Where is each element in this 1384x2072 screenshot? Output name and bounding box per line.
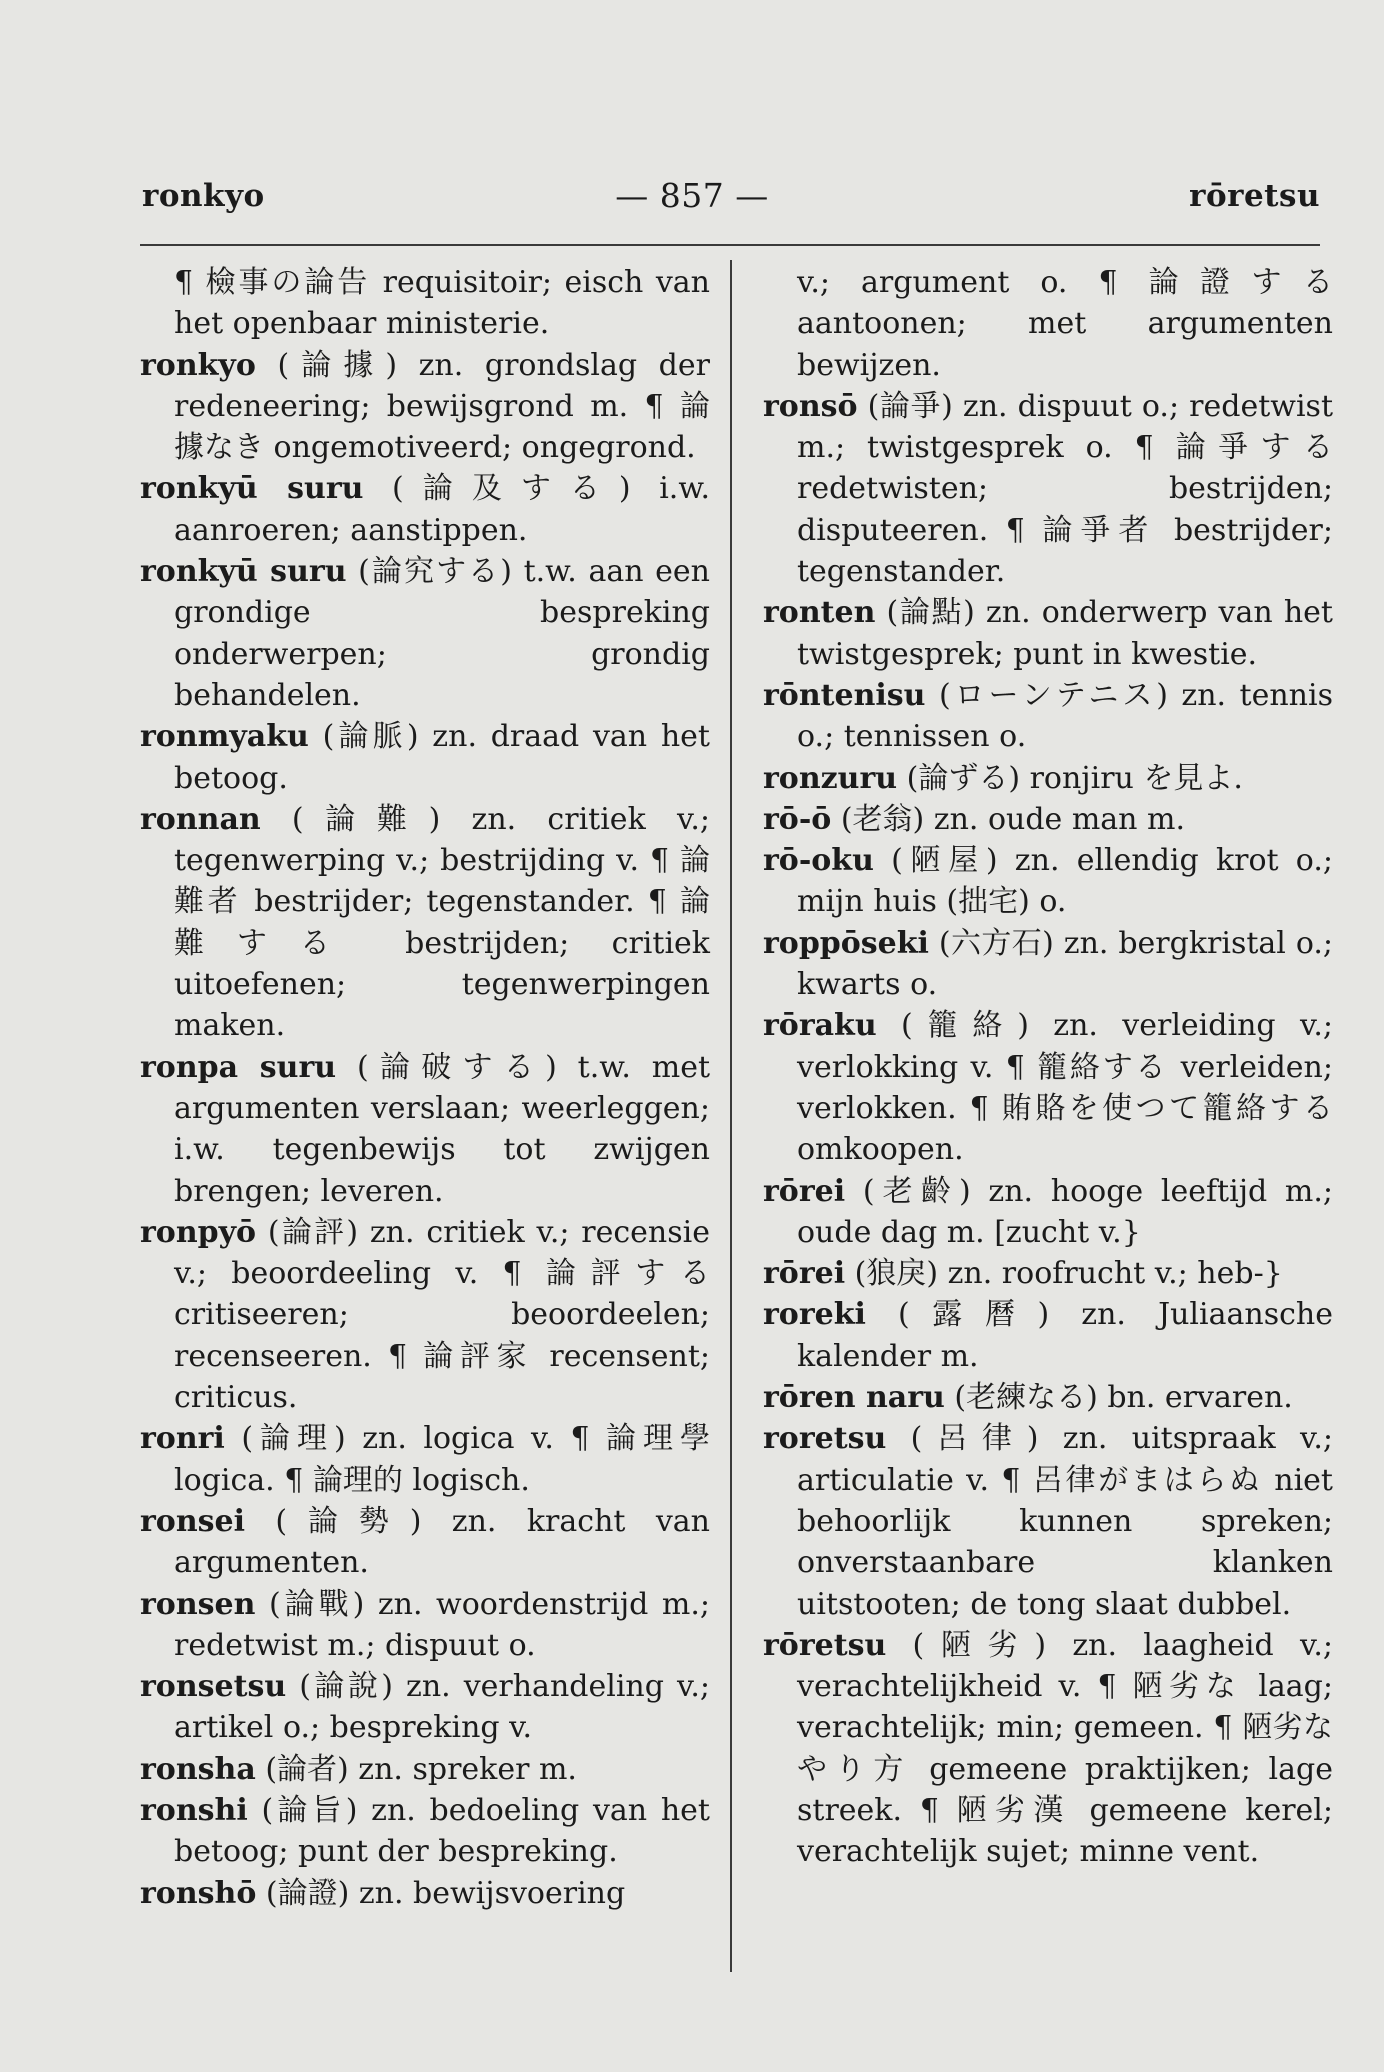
entry-definition: (論及する) i.w. aanroeren; aanstippen.: [174, 471, 710, 548]
entry-headword: rōntenisu: [763, 677, 926, 713]
entry-definition: (論據) zn. grondslag der redeneering; bewijsgrond m. ¶ 論據なき ongemotiveerd; ongegrond.: [174, 347, 710, 466]
entry-headword: rō-oku: [763, 843, 874, 879]
entry-headword: ronmyaku: [140, 719, 309, 755]
dictionary-entry: [140, 1501, 710, 1584]
entry-definition: (老練なる) bn. ervaren.: [954, 1380, 1293, 1416]
entry-headword: ronri: [140, 1421, 225, 1457]
entry-headword: rōretsu: [763, 1627, 887, 1663]
entry-headword: rō-ō: [763, 801, 832, 837]
entry-definition: (論證) zn. bewijsvoering: [265, 1875, 626, 1911]
entry-definition: (老齡) zn. hooge leeftijd m.; oude dag m. [zucht v.}: [797, 1173, 1333, 1250]
dictionary-entry: [140, 262, 710, 345]
dictionary-entry: [763, 840, 1333, 923]
dictionary-entry: [140, 716, 710, 799]
entry-definition: (狼戾) zn. roofrucht v.; heb-}: [854, 1256, 1283, 1292]
entry-headword: ronshō: [140, 1875, 257, 1911]
entry-headword: ronzuru: [763, 760, 898, 796]
entry-definition: (露曆) zn. Juliaansche kalender m.: [797, 1297, 1333, 1374]
entry-headword: rōrei: [763, 1256, 846, 1292]
entry-headword: ronsetsu: [140, 1669, 287, 1705]
entry-headword: ronsha: [140, 1751, 256, 1787]
dictionary-entry: [763, 758, 1333, 799]
dictionary-entry: [763, 592, 1333, 675]
entry-headword: ronsei: [140, 1503, 245, 1539]
entry-headword: roreki: [763, 1297, 866, 1333]
left-guide-word: ronkyo: [142, 178, 265, 214]
entry-headword: rōrei: [763, 1173, 846, 1209]
entry-definition: v.; argument o. ¶ 論證する aantoonen; met argumenten bewijzen.: [797, 265, 1333, 383]
entry-headword: ronten: [763, 595, 876, 631]
entry-definition: (論理) zn. logica v. ¶ 論理學 logica. ¶ 論理的 logisch.: [174, 1421, 710, 1498]
entry-definition: (論爭) zn. dispuut o.; redetwist m.; twistgesprek o. ¶ 論爭する redetwisten; bestrijden; disputeeren. ¶ 論爭者 bestrijder; tegenstander.: [797, 388, 1333, 590]
dictionary-entry: [763, 1377, 1333, 1418]
header-rule: [140, 244, 1320, 246]
dictionary-entry: [140, 799, 710, 1047]
entry-definition: (陋劣) zn. laagheid v.; verachtelijkheid v. ¶ 陋劣な laag; verachtelijk; min; gemeen. ¶ 陋劣なやり方 gemeene praktijken; lage streek. ¶ 陋劣漢 gemeene kerel; verachtelijk sujet; minne vent.: [797, 1627, 1334, 1870]
dictionary-entry: [763, 1171, 1333, 1254]
entry-headword: rōren naru: [763, 1380, 945, 1416]
entry-headword: ronshi: [140, 1792, 248, 1828]
entry-definition: (論究する) t.w. aan een grondige bespreking onderwerpen; grondig behandelen.: [174, 554, 711, 713]
entry-headword: roretsu: [763, 1421, 887, 1457]
entry-definition: (論者) zn. spreker m.: [265, 1751, 577, 1787]
column-divider: [730, 260, 732, 1972]
entry-definition: (論戰) zn. woordenstrijd m.; redetwist m.; dispuut o.: [174, 1586, 710, 1663]
dictionary-entry: [763, 799, 1333, 840]
entry-headword: ronkyo: [140, 347, 256, 383]
entry-headword: ronpa suru: [140, 1049, 337, 1085]
dictionary-entry: [763, 1418, 1333, 1624]
dictionary-entry: [763, 675, 1333, 758]
entry-headword: ronnan: [140, 801, 261, 837]
dictionary-entry: [763, 923, 1333, 1006]
left-column: [140, 262, 710, 1914]
entry-definition: (ローンテニス) zn. tennis o.; tennissen o.: [797, 677, 1333, 755]
entry-headword: roppōseki: [763, 925, 929, 961]
entry-definition: (籠絡) zn. verleiding v.; verlokking v. ¶ 籠絡する verleiden; verlokken. ¶ 賄賂を使つて籠絡する omkoopen.: [797, 1008, 1333, 1168]
entry-definition: (論點) zn. onderwerp van het twistgesprek; punt in kwestie.: [797, 595, 1333, 672]
entry-headword: ronsō: [763, 388, 858, 424]
entry-definition: (論評) zn. critiek v.; recensie v.; beoordeeling v. ¶ 論評する critiseeren; beoordeelen; recenseeren. ¶ 論評家 recensent; criticus.: [174, 1214, 710, 1416]
entry-headword: ronkyū suru: [140, 554, 347, 590]
dictionary-entry: [140, 1666, 710, 1749]
entry-definition: (論ずる) ronjiru を見よ.: [906, 760, 1243, 796]
dictionary-entry: [140, 468, 710, 551]
dictionary-entry: [763, 1005, 1333, 1170]
entry-definition: (六方石) zn. bergkristal o.; kwarts o.: [797, 925, 1334, 1003]
entry-definition: (論說) zn. verhandeling v.; artikel o.; bespreking v.: [174, 1669, 710, 1746]
dictionary-entry: [140, 1418, 710, 1501]
entry-definition: (呂律) zn. uitspraak v.; articulatie v. ¶ 呂律がまはらぬ niet behoorlijk kunnen spreken; onverstaanbare klanken uitstooten; de tong slaat dubbel.: [797, 1421, 1333, 1622]
dictionary-entry: [140, 1873, 710, 1914]
dictionary-entry: [140, 1749, 710, 1790]
dictionary-entry: [763, 1294, 1333, 1377]
dictionary-entry: [763, 386, 1333, 592]
dictionary-entry: [140, 1790, 710, 1873]
entry-headword: rōraku: [763, 1008, 877, 1044]
dictionary-entry: [140, 1584, 710, 1667]
page-number: — 857 —: [615, 176, 769, 215]
dictionary-entry: [763, 1625, 1333, 1873]
right-column: [763, 262, 1333, 1873]
dictionary-entry: [140, 1212, 710, 1418]
entry-definition: (論脈) zn. draad van het betoog.: [174, 719, 710, 796]
entry-definition: ¶ 檢事の論告 requisitoir; eisch van het openbaar ministerie.: [174, 265, 710, 342]
entry-definition: (論勢) zn. kracht van argumenten.: [174, 1503, 710, 1581]
entry-headword: ronsen: [140, 1586, 256, 1622]
right-guide-word: rōretsu: [1189, 178, 1320, 214]
entry-definition: (論難) zn. critiek v.; tegenwerping v.; bestrijding v. ¶ 論難者 bestrijder; tegenstander. ¶ 論難する bestrijden; critiek uitoefenen; tegenwerpingen maken.: [174, 801, 710, 1044]
entry-definition: (老翁) zn. oude man m.: [840, 801, 1186, 837]
entry-definition: (陋屋) zn. ellendig krot o.; mijn huis (拙宅) o.: [797, 843, 1333, 920]
dictionary-entry: [763, 1253, 1333, 1294]
entry-headword: ronkyū suru: [140, 471, 364, 507]
entry-headword: ronpyō: [140, 1214, 257, 1250]
entry-definition: (論旨) zn. bedoeling van het betoog; punt der bespreking.: [174, 1792, 710, 1870]
dictionary-entry: [140, 345, 710, 469]
dictionary-entry: [140, 551, 710, 716]
dictionary-entry: [763, 262, 1333, 386]
entry-definition: (論破する) t.w. met argumenten verslaan; weerleggen; i.w. tegenbewijs tot zwijgen brengen; leveren.: [174, 1049, 711, 1209]
dictionary-entry: [140, 1047, 710, 1212]
